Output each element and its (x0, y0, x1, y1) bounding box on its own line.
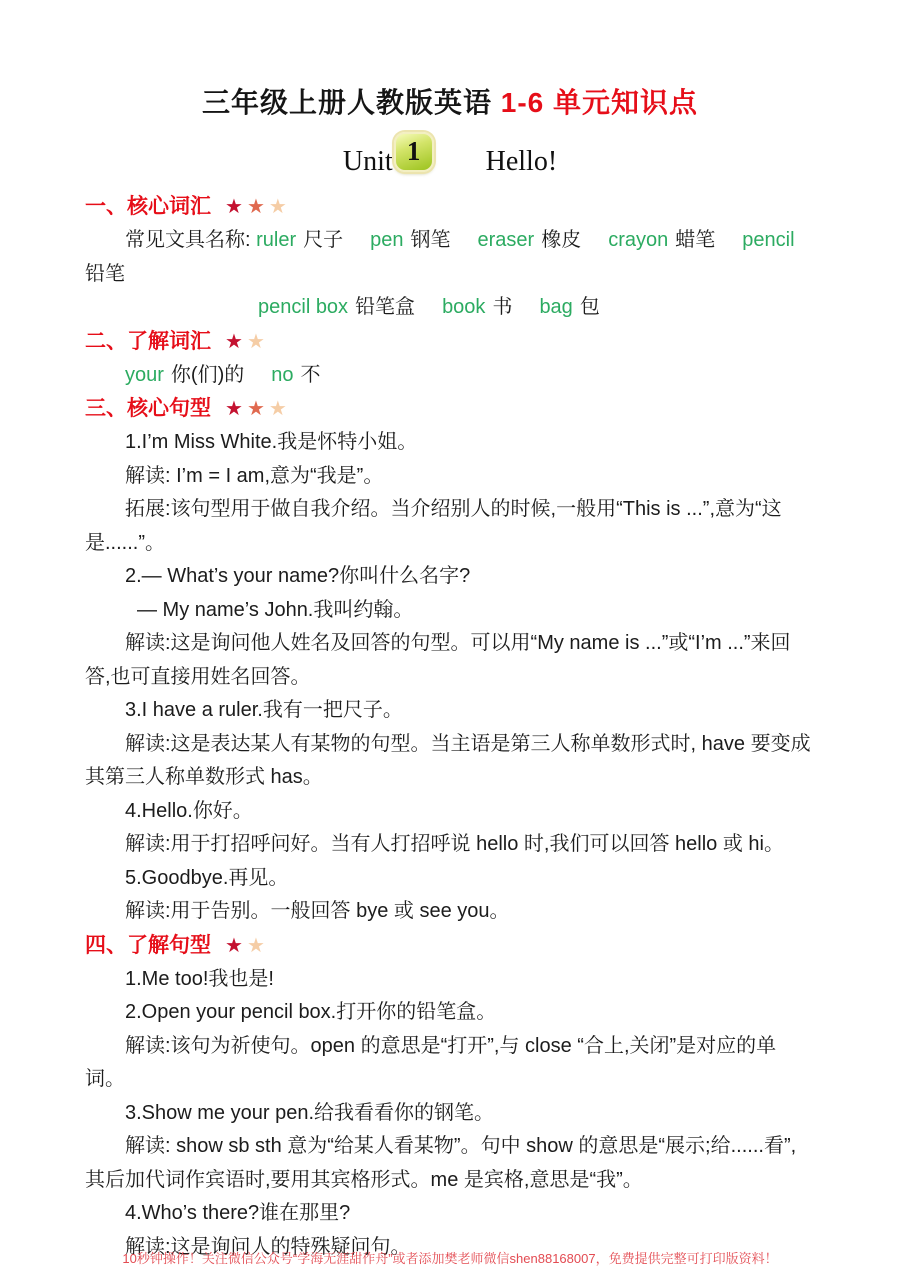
vocab-en: bag (539, 296, 573, 318)
vocab-en: pencil (742, 229, 795, 251)
vocab-en: crayon (608, 229, 669, 251)
extension-line: 拓展:该句型用于做自我介绍。当介绍别人的时候,一般用“This is ...”,意为“这是......”。 (85, 498, 782, 554)
vocab-pair (442, 296, 512, 318)
explanation-line: 解读:这是表达某人有某物的句型。当主语是第三人称单数形式时, have 要变成其第三人称单数形式 has。 (85, 732, 811, 788)
vocab-zh: 不 (300, 363, 321, 386)
vocab-en: your (125, 363, 164, 386)
section-heading-label: 四、了解句型 (85, 933, 211, 957)
section-heading-core-sentences (85, 392, 815, 426)
section-heading-known-vocab (85, 325, 815, 359)
explanation-line: 解读:这是询问他人姓名及回答的句型。可以用“My name is ...”或“I’m ...”来回答,也可直接用姓名回答。 (85, 632, 791, 688)
vocab-zh: 包 (579, 296, 600, 318)
vocab-en: pen (370, 229, 404, 251)
section-heading-known-sentences (85, 929, 815, 963)
vocab-zh: 你(们)的 (170, 363, 245, 386)
star-icon: ★ (246, 398, 269, 420)
star-icon: ★ (268, 196, 291, 218)
star-icon: ★ (246, 196, 269, 218)
footer-promo-text: 10秒钟操作！关注微信公众号“学海无涯甜作舟”或者添加樊老师微信shen88168007，免费提供完整可打印版资料！ (122, 1251, 778, 1266)
page-title (85, 86, 815, 120)
page-title-red: 1-6 单元知识点 (500, 87, 699, 118)
star-icon: ★ (225, 330, 247, 353)
vocab-pair (478, 229, 582, 251)
vocab-line (85, 224, 815, 291)
vocab-zh: 蜡笔 (675, 229, 716, 251)
vocab-zh: 铅笔盒 (355, 296, 416, 318)
sentence-line: 3.Show me your pen.给我看看你的钢笔。 (125, 1101, 494, 1124)
star-icon: ★ (225, 196, 247, 218)
vocab-en: pencil box (258, 296, 349, 318)
vocab-pair (258, 296, 415, 318)
unit-number-badge: 1 (394, 132, 434, 172)
explanation-line: 解读: I’m = I am,意为“我是”。 (125, 464, 384, 487)
sentence-line: 3.I have a ruler.我有一把尺子。 (125, 699, 403, 721)
sentence-line: 2.— What’s your name?你叫什么名字? (125, 565, 471, 587)
section-heading-label: 一、核心词汇 (85, 195, 211, 218)
section-heading-label: 三、核心句型 (85, 397, 211, 420)
explanation-line: 解读:用于告别。一般回答 bye 或 see you。 (125, 900, 510, 922)
explanation-line: 解读:用于打招呼问好。当有人打招呼说 hello 时,我们可以回答 hello 或 hi。 (125, 833, 784, 855)
document-content (0, 86, 900, 1264)
sentence-line: 5.Goodbye.再见。 (125, 866, 289, 889)
explanation-line: 解读: show sb sth 意为“给某人看某物”。句中 show 的意思是“展示;给......看”,其后加代词作宾语时,要用其宾格形式。me 是宾格,意思是“我”。 (85, 1135, 797, 1191)
difficulty-stars (225, 196, 291, 218)
star-icon: ★ (268, 398, 291, 420)
star-icon: ★ (225, 934, 247, 957)
unit-name: Hello! (485, 146, 558, 177)
unit-word: Unit (342, 146, 393, 177)
vocab-en: ruler (256, 229, 297, 251)
vocab-zh: 橡皮 (541, 229, 582, 251)
vocab-zh: 钢笔 (410, 229, 451, 251)
sentence-reply-line: — My name’s John.我叫约翰。 (137, 598, 414, 621)
vocab-en: no (271, 363, 294, 386)
vocab-pair (125, 364, 244, 386)
vocab-line (85, 359, 815, 393)
vocab-zh: 尺子 (303, 229, 344, 251)
vocab-pair (271, 364, 320, 386)
page-title-black: 三年级上册人教版英语 (201, 87, 501, 118)
difficulty-stars (225, 331, 269, 353)
sentence-line: 4.Who’s there?谁在那里? (125, 1202, 351, 1224)
explanation-line: 解读:这是询问人的特殊疑问句。 (125, 1235, 411, 1258)
star-icon: ★ (246, 330, 269, 353)
vocab-pair (256, 229, 343, 251)
vocab-en: eraser (477, 229, 535, 251)
star-icon: ★ (246, 934, 269, 957)
vocab-pair (539, 296, 599, 318)
vocab-pair (608, 229, 715, 251)
section-heading-label: 二、了解词汇 (85, 329, 211, 353)
difficulty-stars (225, 935, 269, 957)
vocab-line (85, 291, 815, 325)
vocab-zh: 书 (492, 296, 513, 318)
sentence-line: 1.I’m Miss White.我是怀特小姐。 (125, 431, 418, 453)
sentence-line: 1.Me too!我也是! (125, 967, 274, 990)
star-icon: ★ (225, 398, 247, 420)
vocab-zh: 铅笔 (85, 262, 125, 285)
vocab-en: book (442, 296, 486, 318)
unit-heading (85, 132, 815, 178)
explanation-line: 解读:该句为祈使句。open 的意思是“打开”,与 close “合上,关闭”是对应的单词。 (85, 1034, 777, 1090)
vocab-pair (370, 229, 450, 251)
sentence-line: 2.Open your pencil box.打开你的铅笔盒。 (125, 1001, 497, 1023)
vocab-intro: 常见文具名称: (125, 229, 257, 251)
sentence-line: 4.Hello.你好。 (125, 799, 253, 822)
section-heading-core-vocab (85, 190, 815, 224)
difficulty-stars (225, 398, 291, 420)
